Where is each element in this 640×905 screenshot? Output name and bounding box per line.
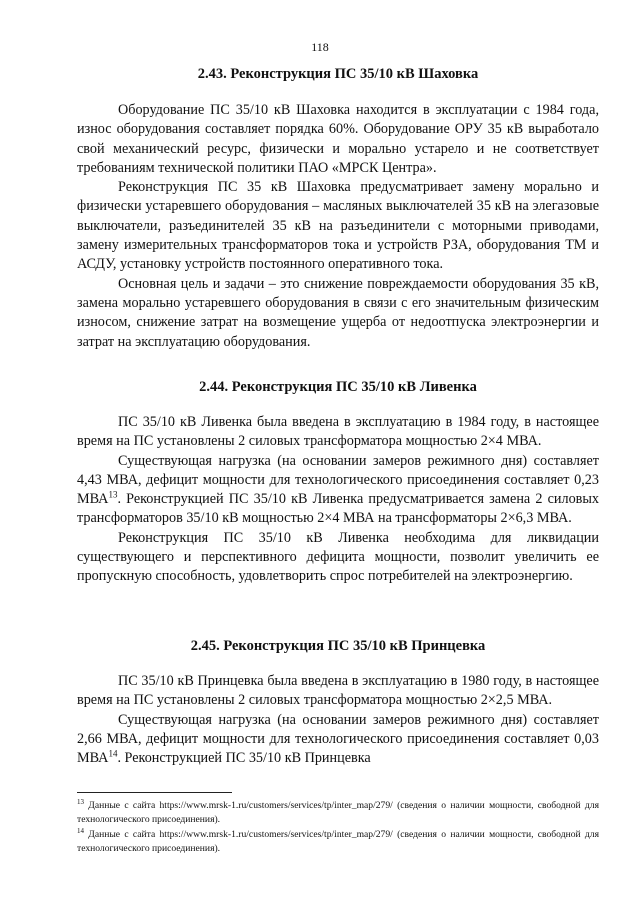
footnote-text: Данные с сайта https://www.mrsk-1.ru/customers/services/tp/inter_map/279/ (сведения о наличии мощности, свободной для технологического присоединения).: [77, 829, 599, 854]
paragraph: [77, 452, 599, 529]
footnote-separator: [77, 792, 232, 793]
section-heading: 2.43. Реконструкция ПС 35/10 кВ Шаховка: [197, 66, 479, 82]
footnote-ref: 14: [108, 748, 118, 759]
section-heading: 2.45. Реконструкция ПС 35/10 кВ Принцевка: [190, 638, 486, 654]
section-2-43: [77, 64, 599, 352]
footnote-ref: 13: [108, 489, 118, 500]
paragraph-text: Существующая нагрузка (на основании замеров режимного дня) составляет 4,43 МВА, дефицит мощности для технологического присоединения составляет 0,23 МВА: [77, 452, 599, 508]
footnotes: [77, 792, 599, 857]
section-2-44: [77, 377, 599, 587]
paragraph: Основная цель и задачи – это снижение повреждаемости оборудования 35 кВ, замена морально устаревшего оборудования в связи с его значительным физическим износом, снижение затрат на возмещение ущерба от недоотпуска электроэнергии и затрат на эксплуатацию оборудования.: [77, 275, 599, 350]
paragraph: Оборудование ПС 35/10 кВ Шаховка находится в эксплуатации с 1984 года, износ оборудования составляет порядка 60%. Оборудование ОРУ 35 кВ выработало свой механический ресурс, физически и морально устарело и не соответствует требованиям технической политики ПАО «МРСК Центра».: [77, 102, 599, 176]
footnote: [77, 799, 599, 826]
footnote-text: Данные с сайта https://www.mrsk-1.ru/customers/services/tp/inter_map/279/ (сведения о наличии мощности, свободной для технологического присоединения).: [77, 800, 599, 825]
paragraph: Реконструкция ПС 35 кВ Шаховка предусматривает замену морально и физически устаревшего оборудования – масляных выключателей 35 кВ на элегазовые выключатели, разъединителей 35 кВ на разъединители с моторными приводами, замену измерительных трансформаторов тока и устройств РЗА, оборудования ТМ и АСДУ, установку устройств постоянного оперативного тока.: [77, 179, 599, 273]
paragraph: [77, 711, 599, 769]
paragraph: ПС 35/10 кВ Принцевка была введена в эксплуатацию в 1980 году, в настоящее время на ПС установлены 2 силовых трансформатора мощностью 2×2,5 МВА.: [77, 673, 599, 709]
footnote-number: 13: [77, 797, 84, 806]
paragraph: ПС 35/10 кВ Ливенка была введена в эксплуатацию в 1984 году, в настоящее время на ПС установлены 2 силовых трансформатора мощностью 2×4 МВА.: [77, 414, 599, 450]
paragraph-text: . Реконструкцией ПС 35/10 кВ Принцевка: [117, 750, 371, 767]
paragraph-text: Существующая нагрузка (на основании замеров режимного дня) составляет 2,66 МВА, дефицит мощности для технологического присоединения составляет 0,03 МВА: [77, 711, 599, 767]
page-number: 118: [311, 40, 329, 54]
footnote-number: 14: [77, 826, 84, 835]
section-2-45: [77, 636, 599, 768]
paragraph-text: . Реконструкцией ПС 35/10 кВ Ливенка предусматривается замена 2 силовых трансформаторов 35/10 кВ мощностью 2×4 МВА на трансформаторы 2×6,3 МВА.: [77, 491, 599, 527]
footnote: [77, 828, 599, 855]
section-heading: 2.44. Реконструкция ПС 35/10 кВ Ливенка: [199, 379, 477, 395]
paragraph: Реконструкция ПС 35/10 кВ Ливенка необходима для ликвидации существующего и перспективного дефицита мощности, позволит увеличить ее пропускную способность, удовлетворить спрос потребителей на электроэнергию.: [77, 529, 599, 585]
